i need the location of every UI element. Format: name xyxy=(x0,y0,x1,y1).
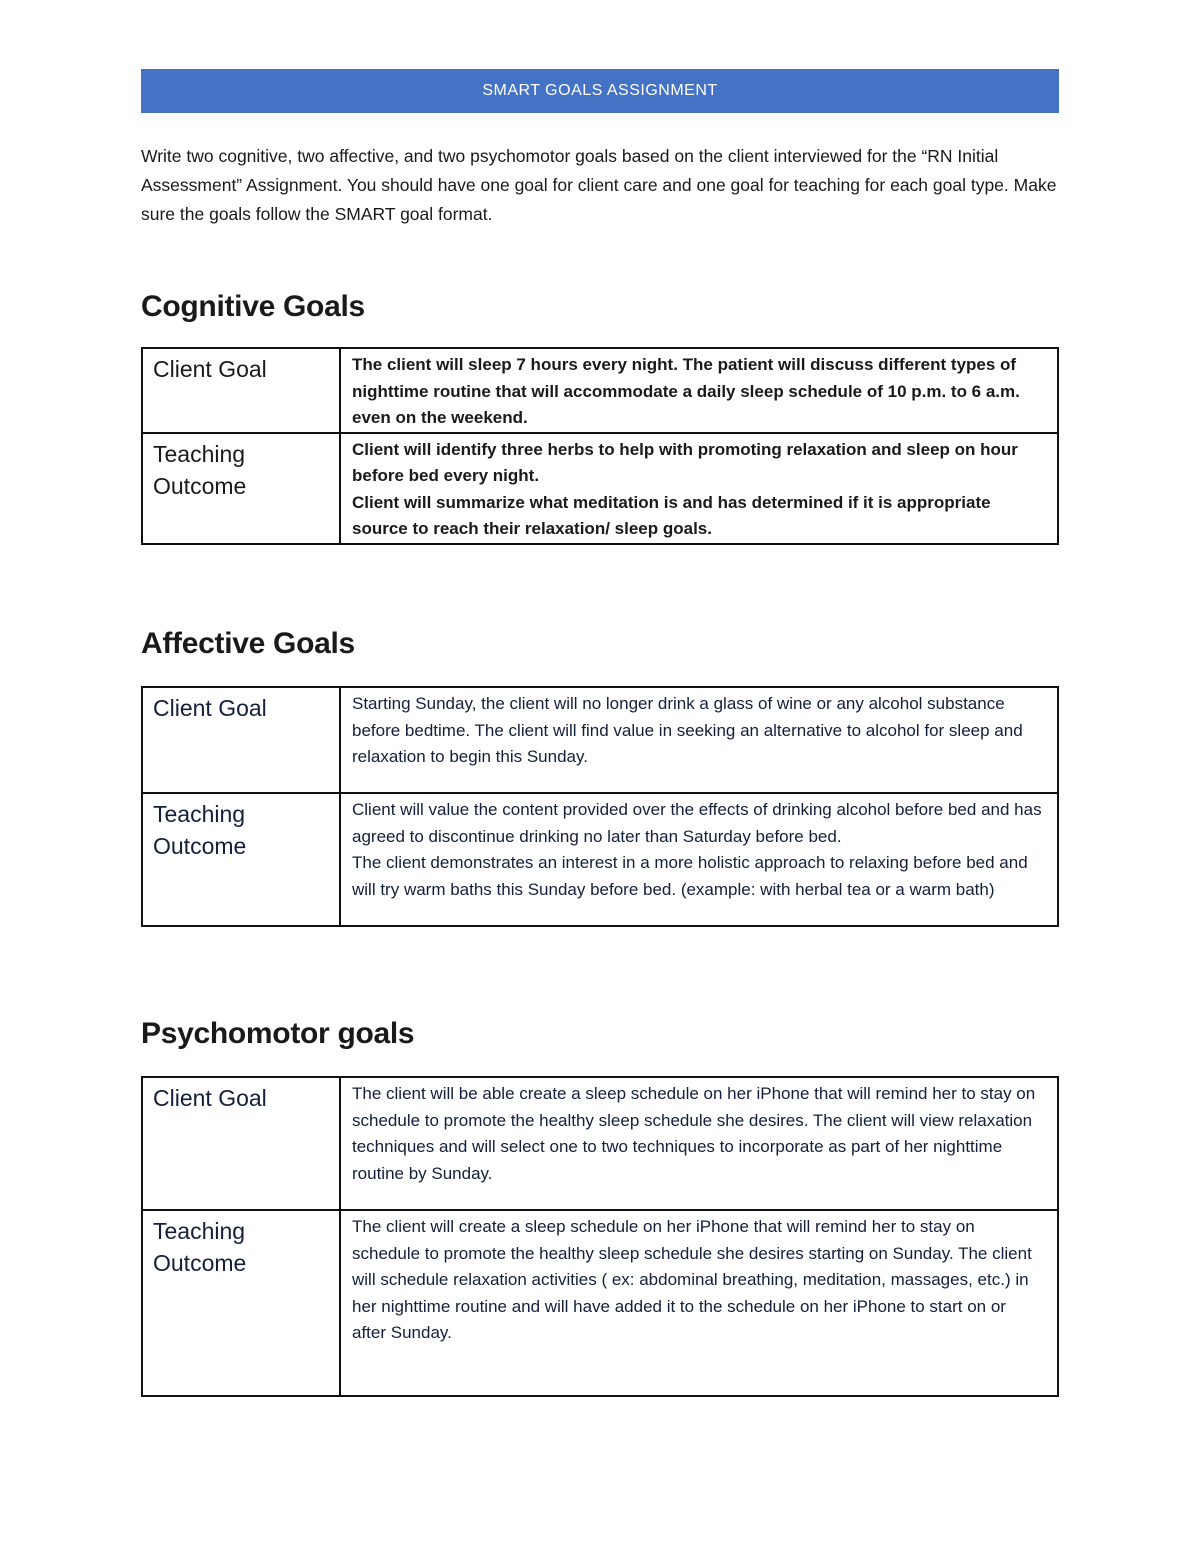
psychomotor-goals-table xyxy=(141,1076,1059,1397)
assignment-instructions: Write two cognitive, two affective, and two psychomotor goals based on the client interviewed for the “RN Initial Assessment” Assignment. You should have one goal for client care and one goal for teaching for each goal type. Make sure the goals follow the SMART goal format. xyxy=(141,146,1057,224)
cognitive-goals-heading: Cognitive Goals xyxy=(141,290,365,323)
psychomotor-client-goal-text: The client will be able create a sleep schedule on her iPhone that will remind her to stay on schedule to promote the healthy sleep schedule she desires. The client will view relaxation techniques and will select one to two techniques to incorporate as part of her nighttime routine by Sunday. xyxy=(340,1077,1058,1210)
document-title: SMART GOALS ASSIGNMENT xyxy=(482,82,718,99)
cognitive-teaching-outcome-text: Client will identify three herbs to help with promoting relaxation and sleep on hour before bed every night. Client will summarize what meditation is and has determined if it is appropriate source to reach their relaxation/ sleep goals. xyxy=(340,433,1058,544)
teaching-outcome-label: Teaching Outcome xyxy=(142,433,340,544)
affective-goals-table xyxy=(141,686,1059,927)
psychomotor-teaching-outcome-text: The client will create a sleep schedule on her iPhone that will remind her to stay on schedule to promote the healthy sleep schedule she desires starting on Sunday. The client will schedule relaxation activities ( ex: abdominal breathing, meditation, massages, etc.) in her nighttime routine and will have added it to the schedule on her iPhone to start on or after Sunday. xyxy=(340,1210,1058,1396)
table-row xyxy=(142,433,1058,544)
client-goal-label: Client Goal xyxy=(142,687,340,793)
table-row xyxy=(142,793,1058,926)
table-row xyxy=(142,1077,1058,1210)
affective-teaching-outcome-text: Client will value the content provided over the effects of drinking alcohol before bed and has agreed to discontinue drinking no later than Saturday before bed. The client demonstrates an interest in a more holistic approach to relaxing before bed and will try warm baths this Sunday before bed. (example: with herbal tea or a warm bath) xyxy=(340,793,1058,926)
affective-goals-heading: Affective Goals xyxy=(141,627,355,660)
cognitive-goals-table xyxy=(141,347,1059,545)
document-header-bar xyxy=(141,69,1059,113)
client-goal-label: Client Goal xyxy=(142,348,340,433)
teaching-outcome-label: Teaching Outcome xyxy=(142,1210,340,1396)
table-row xyxy=(142,1210,1058,1396)
cognitive-client-goal-text: The client will sleep 7 hours every night. The patient will discuss different types of nighttime routine that will accommodate a daily sleep schedule of 10 p.m. to 6 a.m. even on the weekend. xyxy=(340,348,1058,433)
psychomotor-goals-heading: Psychomotor goals xyxy=(141,1017,415,1050)
client-goal-label: Client Goal xyxy=(142,1077,340,1210)
affective-client-goal-text: Starting Sunday, the client will no longer drink a glass of wine or any alcohol substance before bedtime. The client will find value in seeking an alternative to alcohol for sleep and relaxation to begin this Sunday. xyxy=(340,687,1058,793)
teaching-outcome-label: Teaching Outcome xyxy=(142,793,340,926)
table-row xyxy=(142,348,1058,433)
table-row xyxy=(142,687,1058,793)
